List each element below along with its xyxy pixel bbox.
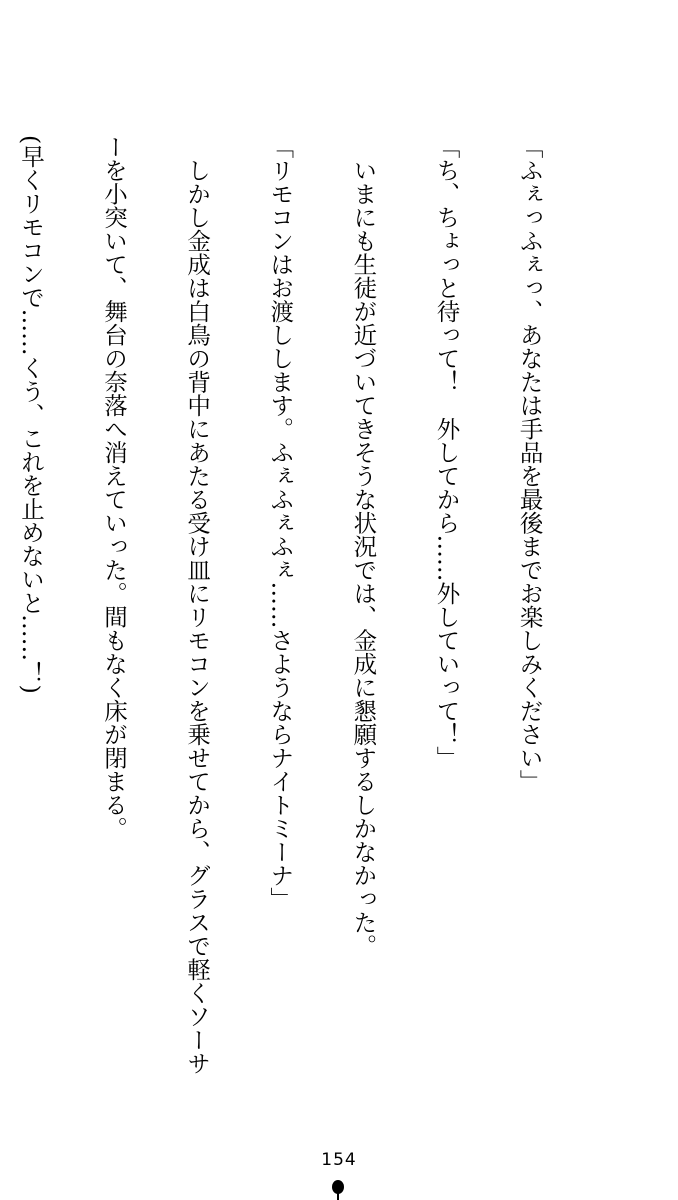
text-line: 「リモコンはお渡しします。ふぇふぇふぇ……さようならナイトミーナ」 [266,135,295,911]
text-line: ーを小突いて、舞台の奈落へ消えていった。間もなく床が閉まる。 [100,135,129,840]
text-line: いまにも生徒が近づいてきそうな状況では、金成に懇願するしかなかった。 [349,135,378,958]
text-line: (早くリモコンで……くう、これを止めないと……！) [16,135,45,694]
text-line: しかし金成は白鳥の背中にあたる受け皿にリモコンを乗せてから、グラスで軽くソーサ [183,135,212,1075]
page-marker-stem [337,1188,339,1200]
vertical-text-block [0,135,598,1075]
text-line: 「ち、ちょっと待って！ 外してから……外していって！」 [432,135,461,770]
page-number: 154 [321,1150,357,1170]
text-line: 「ふぇっふぇっ、あなたは手品を最後までお楽しみください」 [515,135,544,793]
